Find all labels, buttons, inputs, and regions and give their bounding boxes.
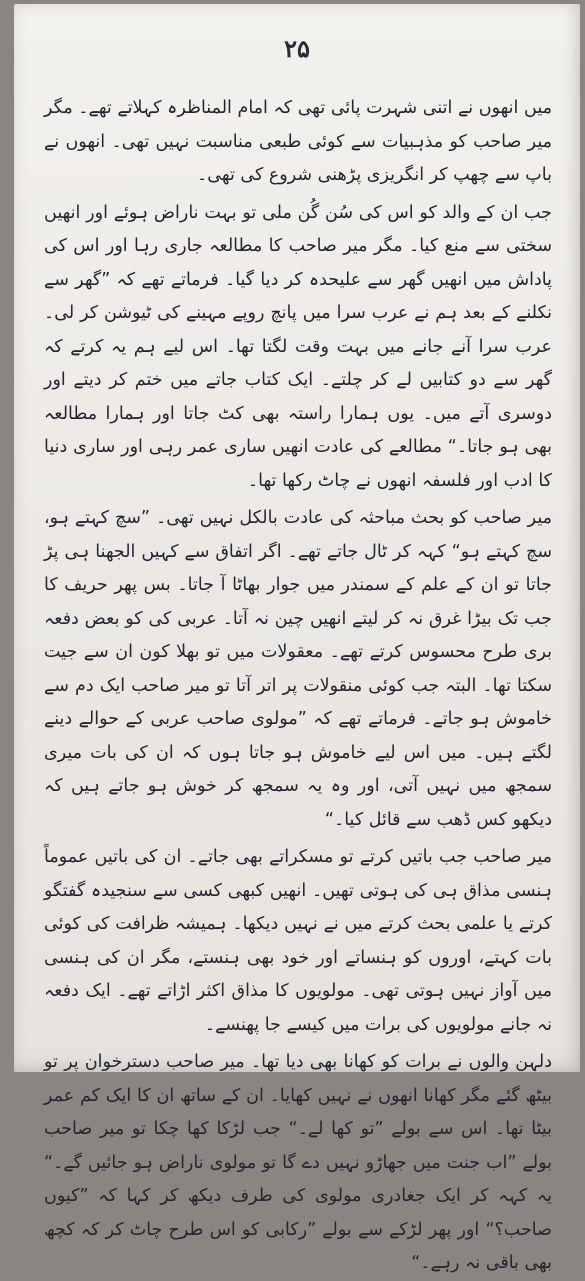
paragraph: جب ان کے والد کو اس کی سُن گُن ملی تو بہت ناراض ہوئے اور انھیں سختی سے منع کیا۔ مگر میر صاحب کا مطالعہ جاری رہا اور اس کی پاداش میں انھیں گھر سے علیحدہ کر دیا گیا۔ فرماتے تھے کہ ”گھر سے نکلنے کے بعد ہم نے عرب سرا میں پانچ روپے مہینے کی ٹیوشن کر لی۔ عرب سرا آنے جانے میں بہت وقت لگتا تھا۔ اس لیے ہم یہ کرتے کہ گھر سے دو کتابیں لے کر چلتے۔ ایک کتاب جاتے میں ختم کر دیتے اور دوسری آتے میں۔ یوں ہمارا راستہ بھی کٹ جاتا اور ہمارا مطالعہ بھی ہو جاتا۔“ مطالعے کی عادت انھیں ساری عمر رہی اور ساری دنیا کا ادب اور فلسفہ انھوں نے چاٹ رکھا تھا۔ [44,202,552,491]
page-number: ۲۵ [284,34,310,63]
paragraph: دلہن والوں نے برات کو کھانا بھی دیا تھا۔ میر صاحب دسترخوان پر تو بیٹھ گئے مگر کھانا انھوں نے نہیں کھایا۔ ان کے ساتھ ان کا ایک کم عمر بیٹا تھا۔ اس سے بولے ”تو کھا لے۔“ جب لڑکا کھا چکا تو میر صاحب بولے ”اب جنت میں جھاڑو نہیں دے گا تو مولوی ناراض ہو جائیں گے۔“ یہ کہہ کر ایک جغادری مولوی کی طرف دیکھ کر کہا کہ ”کیوں صاحب؟“ اور پھر لڑکے سے بولے ”رکابی کو اس طرح چاٹ کر کہ کچھ بھی باقی نہ رہے۔“ [44,1052,552,1273]
paragraph: میر صاحب کو بحث مباحثہ کی عادت بالکل نہیں تھی۔ ”سچ کہتے ہو، سچ کہتے ہو“ کہہ کر ٹال جاتے تھے۔ اگر اتفاق سے کہیں الجھنا ہی پڑ جاتا تو ان کے علم کے سمندر میں جوار بھاٹا آ جاتا۔ بس پھر حریف کا جب تک بیڑا غرق نہ کر لیتے انھیں چین نہ آتا۔ عربی کی کو بعض دفعہ بری طرح محسوس کرتے تھے۔ معقولات میں تو بھلا کون ان سے جیت سکتا تھا۔ البتہ جب کوئی منقولات پر اتر آتا تو میر صاحب ایک دم سے خاموش ہو جاتے۔ فرماتے تھے کہ ”مولوی صاحب عربی کے حوالے دینے لگتے ہیں۔ میں اس لیے خاموش ہو جاتا ہوں کہ ان کی بات میری سمجھ میں نہیں آتی، اور وہ یہ سمجھ کر خوش ہو جاتے ہیں کہ دیکھو کس ڈھب سے قائل کیا۔“ [44,508,552,830]
paragraph: میں انھوں نے اتنی شہرت پائی تھی کہ امام المناظرہ کہلاتے تھے۔ مگر میر صاحب کو مذہبیات سے کوئی طبعی مناسبت نہیں تھی۔ انھوں نے باپ سے چھپ کر انگریزی پڑھنی شروع کی تھی۔ [44,98,552,185]
book-page [14,4,580,1273]
paragraph: میر صاحب جب باتیں کرتے تو مسکراتے بھی جاتے۔ ان کی باتیں عموماً ہنسی مذاق ہی کی ہوتی تھیں۔ انھیں کبھی کسی سے سنجیدہ گفتگو کرتے یا علمی بحث کرتے میں نے نہیں دیکھا۔ ہمیشہ ظرافت کی کوئی بات کہتے، اوروں کو ہنساتے اور خود بھی ہنستے، مگر ان کی ہنسی میں آواز نہیں ہوتی تھی۔ مولویوں کا مذاق اکثر اڑاتے تھے۔ ایک دفعہ نہ جانے مولویوں کی برات میں کیسے جا پھنسے۔ [44,847,552,1035]
page-text [44,92,552,1281]
